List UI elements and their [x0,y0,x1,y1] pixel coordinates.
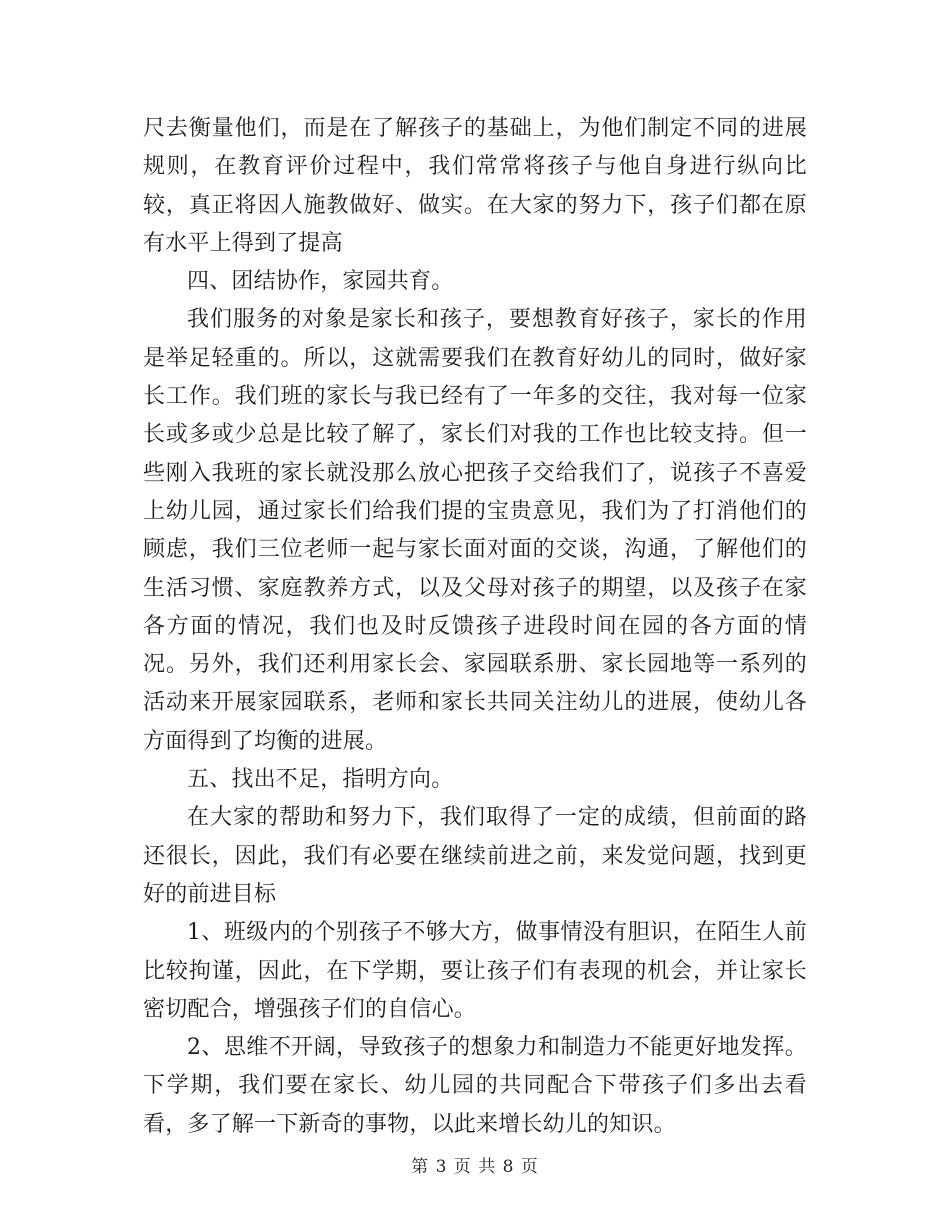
paragraph-family-cooperation: 我们服务的对象是家长和孩子，要想教育好孩子，家长的作用是举足轻重的。所以，这就需要我们在教育好幼儿的同时，做好家长工作。我们班的家长与我已经有了一年多的交往，我对每一位家长或多或少总是比较了解了，家长们对我的工作也比较支持。但一些刚入我班的家长就没那么放心把孩子交给我们了，说孩子不喜爱上幼儿园，通过家长们给我们提的宝贵意见，我们为了打消他们的顾虑，我们三位老师一起与家长面对面的交谈，沟通，了解他们的生活习惯、家庭教养方式，以及父母对孩子的期望，以及孩子在家各方面的情况，我们也及时反馈孩子进段时间在园的各方面的情况。另外，我们还利用家长会、家园联系册、家长园地等一系列的活动来开展家园联系，老师和家长共同关注幼儿的进展，使幼儿各方面得到了均衡的进展。 [143,307,807,754]
section-heading-4: 四、团结协作，家园共育。 [187,269,454,295]
list-item-2: 2、思维不开阔，导致孩子的想象力和制造力不能更好地发挥。下学期，我们要在家长、幼儿园的共同配合下带孩子们多出去看看，多了解一下新奇的事物，以此来增长幼儿的知识。 [143,1035,807,1137]
list-item-1: 1、班级内的个别孩子不够大方，做事情没有胆识，在陌生人前比较拘谨，因此，在下学期，要让孩子们有表现的机会，并让家长密切配合，增强孩子们的自信心。 [143,920,807,1022]
page-number-footer: 第 3 页 共 8 页 [411,1157,539,1177]
section-heading-5: 五、找出不足，指明方向。 [187,767,454,793]
paragraph-direction: 在大家的帮助和努力下，我们取得了一定的成绩，但前面的路还很长，因此，我们有必要在继续前进之前，来发觉问题，找到更好的前进目标 [143,805,807,907]
paragraph-continuation: 尺去衡量他们，而是在了解孩子的基础上，为他们制定不同的进展规则，在教育评价过程中，我们常常将孩子与他自身进行纵向比较，真正将因人施教做好、做实。在大家的努力下，孩子们都在原有水平上得到了提高 [143,116,807,256]
document-body [143,110,807,1144]
